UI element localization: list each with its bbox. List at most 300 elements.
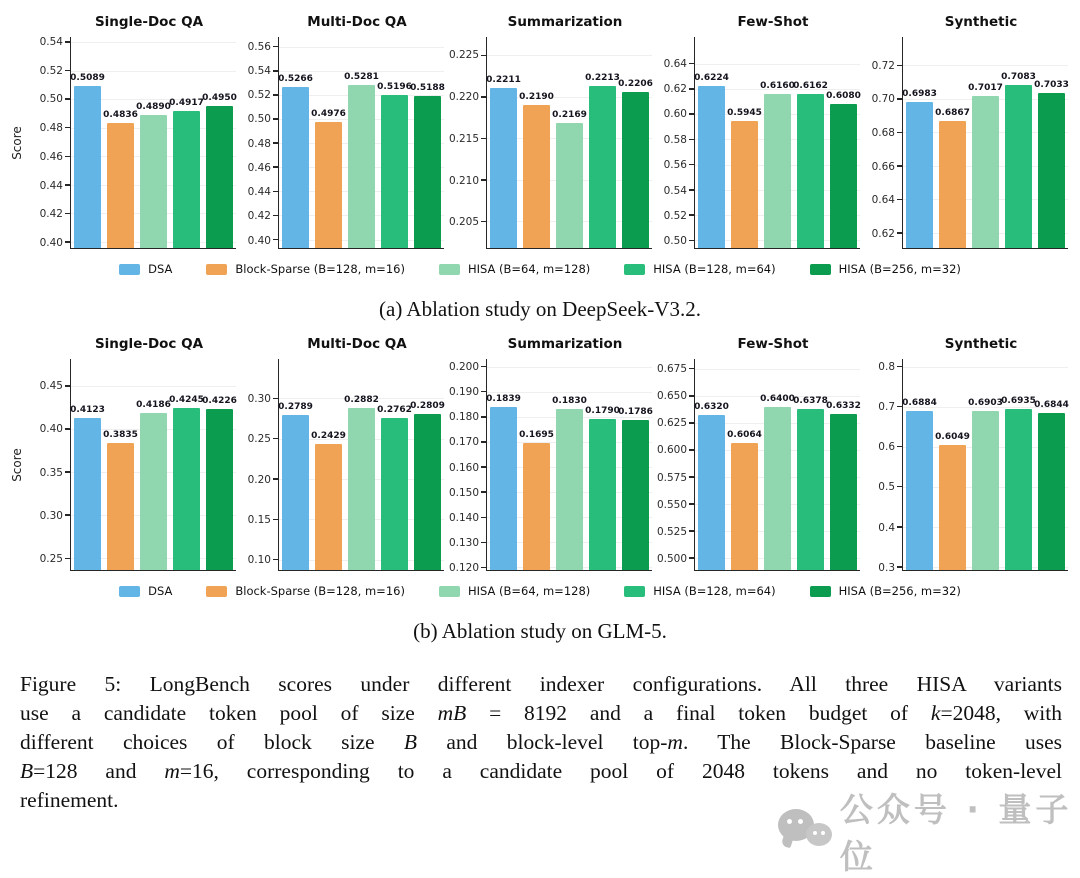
y-tick-label: 0.575 — [656, 471, 687, 484]
y-tick-label: 0.56 — [247, 40, 271, 53]
legend-swatch — [439, 264, 460, 275]
tick-mark — [481, 416, 487, 418]
y-tick-label: 0.130 — [448, 537, 479, 550]
y-tick-label: 0.6 — [878, 441, 895, 454]
y-tick-label: 0.48 — [247, 137, 271, 150]
plot-area — [278, 359, 444, 571]
bar-value-label: 0.2213 — [585, 73, 620, 84]
legend-entry — [206, 584, 405, 598]
y-axis-ticks — [236, 359, 278, 571]
bar-value-label: 0.4976 — [311, 108, 346, 119]
tick-mark — [481, 466, 487, 468]
y-tick-label: 0.54 — [663, 184, 687, 197]
chart-title: Multi-Doc QA — [307, 336, 407, 352]
caption-text: Figure 5: LongBench scores under different indexer configurations. All three HISA variants — [20, 672, 1062, 696]
bar-chart — [236, 14, 444, 249]
y-tick-label: 0.225 — [448, 49, 479, 62]
legend-swatch — [119, 264, 140, 275]
y-tick-label: 0.170 — [448, 436, 479, 449]
bar-chart — [860, 14, 1068, 249]
tick-mark — [689, 139, 695, 141]
tick-mark — [273, 398, 279, 400]
tick-mark — [65, 385, 71, 387]
bar-value-label: 0.1786 — [618, 407, 653, 418]
legend-swatch — [810, 586, 831, 597]
y-tick-label: 0.40 — [247, 234, 271, 247]
bar-chart — [652, 14, 860, 249]
bar-dsa — [906, 102, 932, 248]
bar-hisa-b-256-m-32 — [414, 414, 440, 570]
legend-label: DSA — [148, 584, 173, 598]
bar-value-label: 0.4245 — [169, 394, 204, 405]
tick-mark — [273, 215, 279, 217]
bar-value-label: 0.4123 — [70, 405, 105, 416]
chart-title: Few-Shot — [737, 336, 809, 352]
y-tick-label: 0.7 — [878, 400, 895, 413]
legend-entry — [624, 262, 775, 276]
bar-block-sparse-b-128-m-16 — [731, 443, 757, 570]
tick-mark — [65, 471, 71, 473]
legend-label: DSA — [148, 262, 173, 276]
bar-value-label: 0.4950 — [202, 93, 237, 104]
y-tick-label: 0.68 — [871, 126, 895, 139]
tick-mark — [65, 213, 71, 215]
bar-value-label: 0.2211 — [486, 74, 521, 85]
bar-dsa — [698, 86, 724, 248]
y-tick-label: 0.44 — [39, 179, 63, 192]
bar-dsa — [282, 415, 308, 570]
y-tick-label: 0.8 — [878, 360, 895, 373]
y-tick-label: 0.600 — [656, 444, 687, 457]
y-tick-label: 0.50 — [39, 93, 63, 106]
bar-value-label: 0.2809 — [410, 400, 445, 411]
bar-value-label: 0.1695 — [519, 430, 554, 441]
chart-title: Synthetic — [944, 336, 1018, 352]
plot-area — [486, 37, 652, 249]
bar-hisa-b-128-m-64 — [589, 419, 615, 570]
bar-hisa-b-256-m-32 — [830, 104, 856, 248]
bar-hisa-b-64-m-128 — [972, 96, 998, 248]
bar-dsa — [698, 415, 724, 570]
bar-value-label: 0.7083 — [1001, 72, 1036, 83]
y-tick-label: 0.40 — [39, 423, 63, 436]
plot-area — [70, 37, 236, 249]
bar-chart — [860, 336, 1069, 574]
bar-hisa-b-128-m-64 — [1005, 409, 1031, 570]
bar-value-label: 0.1839 — [486, 393, 521, 404]
subcaption-b: (b) Ablation study on GLM-5. — [413, 619, 667, 643]
bar-value-label: 0.5281 — [344, 72, 379, 83]
bar-value-label: 0.6080 — [826, 90, 861, 101]
tick-mark — [689, 395, 695, 397]
bar-dsa — [282, 87, 308, 248]
bar-hisa-b-128-m-64 — [589, 86, 615, 248]
gridline — [903, 367, 1068, 368]
legend-swatch — [624, 586, 645, 597]
gridline — [903, 65, 1068, 66]
bar-hisa-b-64-m-128 — [972, 411, 998, 570]
bar-value-label: 0.4226 — [202, 396, 237, 407]
y-tick-label: 0.120 — [448, 562, 479, 575]
y-tick-label: 0.10 — [247, 554, 271, 567]
bar-block-sparse-b-128-m-16 — [523, 105, 549, 248]
bar-value-label: 0.4186 — [136, 399, 171, 410]
gridline — [279, 47, 444, 48]
bar-value-label: 0.5196 — [377, 82, 412, 93]
bar-value-label: 0.6867 — [935, 108, 970, 119]
bar-value-label: 0.5188 — [410, 83, 445, 94]
bar-value-label: 0.6162 — [793, 80, 828, 91]
gridline — [487, 392, 652, 393]
tick-mark — [689, 189, 695, 191]
bar-hisa-b-128-m-64 — [173, 408, 199, 570]
y-tick-label: 0.30 — [247, 392, 271, 405]
bar-chart — [444, 14, 652, 249]
chart-title: Summarization — [507, 14, 623, 30]
bar-dsa — [74, 418, 100, 570]
legend-swatch — [624, 264, 645, 275]
bar-value-label: 0.2169 — [552, 109, 587, 120]
legend-label: HISA (B=64, m=128) — [467, 262, 591, 276]
bar-value-label: 0.6160 — [760, 80, 795, 91]
bar-block-sparse-b-128-m-16 — [315, 122, 341, 248]
y-tick-label: 0.20 — [247, 473, 271, 486]
legend-swatch — [206, 264, 227, 275]
gridline — [71, 71, 236, 72]
bar-hisa-b-64-m-128 — [764, 94, 790, 248]
tick-mark — [689, 63, 695, 65]
gridline — [71, 42, 236, 43]
bar-value-label: 0.6935 — [1001, 396, 1036, 407]
bar-chart — [652, 336, 860, 571]
y-tick-label: 0.52 — [663, 209, 687, 222]
bar-value-label: 0.6400 — [760, 393, 795, 404]
bar-value-label: 0.2762 — [377, 404, 412, 415]
bar-value-label: 0.6064 — [727, 429, 762, 440]
y-tick-label: 0.56 — [663, 159, 687, 172]
tick-mark — [273, 118, 279, 120]
caption-text: refinement. — [20, 788, 119, 812]
y-tick-label: 0.72 — [871, 59, 895, 72]
gridline — [695, 64, 860, 65]
tick-mark — [481, 517, 487, 519]
plot-area — [902, 359, 1068, 571]
subcaption-a: (a) Ablation study on DeepSeek-V3.2. — [379, 297, 701, 321]
math-variable: k — [930, 701, 941, 725]
gridline — [487, 367, 652, 368]
tick-mark — [273, 239, 279, 241]
y-tick-label: 0.625 — [656, 417, 687, 430]
y-tick-label: 0.50 — [663, 235, 687, 248]
y-axis-ticks — [444, 37, 486, 249]
bar-value-label: 0.6844 — [1034, 399, 1069, 410]
bar-hisa-b-256-m-32 — [206, 409, 232, 570]
y-tick-label: 0.66 — [871, 160, 895, 173]
tick-mark — [273, 46, 279, 48]
y-tick-label: 0.550 — [656, 498, 687, 511]
tick-mark — [273, 478, 279, 480]
tick-mark — [481, 138, 487, 140]
y-axis-ticks — [860, 359, 902, 574]
watermark — [778, 784, 1080, 878]
tick-mark — [273, 191, 279, 193]
math-variable: m — [164, 759, 180, 783]
y-axis-ticks — [652, 359, 694, 571]
bar-chart — [12, 336, 236, 571]
bar-hisa-b-128-m-64 — [1005, 85, 1031, 248]
charts-row-glm — [0, 336, 1080, 575]
caption-text: different choices of block size — [20, 730, 404, 754]
bar-hisa-b-256-m-32 — [830, 414, 856, 570]
bar-hisa-b-64-m-128 — [764, 407, 790, 570]
charts-row-deepseek — [0, 14, 1080, 249]
y-tick-label: 0.62 — [871, 227, 895, 240]
chart-title: Few-Shot — [737, 14, 809, 30]
y-axis-ticks — [236, 37, 278, 249]
tick-mark — [273, 166, 279, 168]
legend-swatch — [439, 586, 460, 597]
y-axis-label — [12, 359, 28, 571]
bar-hisa-b-256-m-32 — [622, 420, 648, 570]
legend-label: HISA (B=256, m=32) — [838, 584, 961, 598]
tick-mark — [273, 519, 279, 521]
y-tick-label: 0.52 — [247, 89, 271, 102]
y-tick-label: 0.210 — [448, 174, 479, 187]
plot-area — [486, 359, 652, 571]
tick-mark — [273, 94, 279, 96]
bar-value-label: 0.6332 — [826, 400, 861, 411]
y-axis-ticks — [28, 37, 70, 249]
chart-title: Single-Doc QA — [94, 336, 204, 352]
bar-value-label: 0.4836 — [103, 109, 138, 120]
y-axis-label-text: Score — [10, 448, 24, 482]
bar-dsa — [490, 407, 516, 570]
y-axis-ticks — [860, 37, 902, 249]
tick-mark — [481, 542, 487, 544]
bar-hisa-b-64-m-128 — [140, 115, 166, 248]
legend-label: HISA (B=128, m=64) — [653, 584, 776, 598]
y-tick-label: 0.64 — [663, 57, 687, 70]
caption-text: =128 and — [33, 759, 165, 783]
math-variable: m — [667, 730, 683, 754]
bar-block-sparse-b-128-m-16 — [315, 444, 341, 570]
caption-text: . The Block-Sparse baseline uses — [682, 730, 1062, 754]
tick-mark — [481, 179, 487, 181]
chart-body — [860, 37, 1068, 249]
legend-row-glm — [0, 584, 1080, 598]
bar-value-label: 0.6903 — [968, 397, 1003, 408]
bar-hisa-b-128-m-64 — [381, 418, 407, 570]
tick-mark — [897, 199, 903, 201]
chart-body — [652, 359, 860, 571]
bar-block-sparse-b-128-m-16 — [939, 445, 965, 570]
y-tick-label: 0.62 — [663, 83, 687, 96]
bar-hisa-b-128-m-64 — [381, 95, 407, 248]
y-tick-label: 0.15 — [247, 514, 271, 527]
y-tick-label: 0.140 — [448, 512, 479, 524]
chart-title: Summarization — [507, 336, 623, 352]
tick-mark — [689, 88, 695, 90]
legend-label: HISA (B=128, m=64) — [653, 262, 776, 276]
y-axis-label-text: Score — [10, 126, 24, 160]
caption-text: and block-level top- — [417, 730, 668, 754]
gridline — [487, 55, 652, 56]
bar-block-sparse-b-128-m-16 — [107, 443, 133, 570]
legend-label: HISA (B=64, m=128) — [467, 584, 591, 598]
tick-mark — [897, 232, 903, 234]
tick-mark — [481, 441, 487, 443]
y-tick-label: 0.200 — [448, 360, 479, 373]
y-tick-label: 0.42 — [39, 208, 63, 221]
y-tick-label: 0.3 — [878, 561, 895, 574]
math-variable: B — [20, 759, 34, 783]
y-tick-label: 0.70 — [871, 93, 895, 106]
gridline — [71, 386, 236, 387]
y-tick-label: 0.46 — [39, 150, 63, 163]
tick-mark — [481, 491, 487, 493]
tick-mark — [897, 486, 903, 488]
bar-value-label: 0.7017 — [968, 83, 1003, 94]
chart-title: Synthetic — [944, 14, 1018, 30]
tick-mark — [689, 214, 695, 216]
chart-body — [12, 359, 236, 571]
bar-value-label: 0.1830 — [552, 396, 587, 407]
legend-entry — [624, 584, 775, 598]
tick-mark — [273, 559, 279, 561]
tick-mark — [897, 165, 903, 167]
y-tick-label: 0.40 — [39, 236, 63, 249]
bar-hisa-b-128-m-64 — [797, 409, 823, 570]
bar-dsa — [906, 411, 932, 570]
bar-value-label: 0.4917 — [169, 98, 204, 108]
legend-label: Block-Sparse (B=128, m=16) — [235, 584, 405, 598]
chart-body — [12, 37, 236, 249]
figure-caption-line — [20, 757, 1062, 786]
tick-mark — [65, 41, 71, 43]
tick-mark — [65, 514, 71, 516]
bar-value-label: 0.1790 — [585, 406, 620, 417]
chart-body — [860, 359, 1069, 574]
bar-dsa — [74, 86, 100, 248]
legend-entry — [810, 584, 961, 598]
tick-mark — [689, 476, 695, 478]
tick-mark — [481, 55, 487, 57]
caption-text: use a candidate token pool of size — [20, 701, 438, 725]
bar-block-sparse-b-128-m-16 — [523, 443, 549, 570]
watermark-text: 公众号 · 量子位 — [839, 790, 1073, 876]
y-tick-label: 0.52 — [39, 64, 63, 77]
y-tick-label: 0.60 — [663, 108, 687, 121]
y-tick-label: 0.160 — [448, 461, 479, 474]
gridline — [695, 369, 860, 370]
y-tick-label: 0.48 — [39, 122, 63, 135]
caption-text: =2048, with — [940, 701, 1062, 725]
bar-value-label: 0.6983 — [902, 88, 937, 99]
legend-swatch — [810, 264, 831, 275]
tick-mark — [481, 221, 487, 223]
y-tick-label: 0.50 — [247, 113, 271, 126]
tick-mark — [689, 113, 695, 115]
bar-value-label: 0.5089 — [70, 73, 105, 84]
y-tick-label: 0.64 — [871, 194, 895, 207]
legend-entry — [439, 584, 590, 598]
page — [0, 14, 1080, 876]
y-axis-ticks — [28, 359, 70, 571]
plot-area — [694, 37, 860, 249]
y-tick-label: 0.205 — [448, 216, 479, 229]
tick-mark — [689, 368, 695, 370]
bar-value-label: 0.2206 — [618, 78, 653, 89]
chart-body — [236, 37, 444, 249]
chart-body — [652, 37, 860, 249]
tick-mark — [897, 366, 903, 368]
bar-chart — [12, 14, 236, 249]
bar-block-sparse-b-128-m-16 — [731, 121, 757, 248]
bar-hisa-b-64-m-128 — [556, 409, 582, 570]
y-tick-label: 0.54 — [247, 64, 271, 77]
tick-mark — [65, 98, 71, 100]
bar-hisa-b-128-m-64 — [797, 94, 823, 248]
legend-entry — [119, 584, 172, 598]
tick-mark — [65, 428, 71, 430]
bar-value-label: 0.4890 — [136, 101, 171, 112]
bar-hisa-b-64-m-128 — [348, 85, 374, 248]
tick-mark — [897, 65, 903, 67]
y-tick-label: 0.35 — [39, 466, 63, 479]
tick-mark — [689, 557, 695, 559]
tick-mark — [689, 530, 695, 532]
y-tick-label: 0.30 — [39, 509, 63, 522]
plot-area — [278, 37, 444, 249]
y-tick-label: 0.46 — [247, 161, 271, 174]
tick-mark — [689, 240, 695, 242]
bar-hisa-b-256-m-32 — [414, 96, 440, 248]
y-tick-label: 0.5 — [878, 481, 895, 494]
tick-mark — [689, 503, 695, 505]
bar-block-sparse-b-128-m-16 — [939, 121, 965, 248]
y-tick-label: 0.45 — [39, 379, 63, 392]
math-variable: mB — [437, 701, 467, 725]
y-tick-label: 0.25 — [39, 553, 63, 566]
bar-value-label: 0.2789 — [278, 402, 313, 413]
y-tick-label: 0.650 — [656, 389, 687, 402]
bar-chart — [236, 336, 444, 571]
tick-mark — [273, 438, 279, 440]
figure-caption-line — [20, 699, 1062, 728]
y-axis-ticks — [652, 37, 694, 249]
y-tick-label: 0.675 — [656, 362, 687, 375]
y-tick-label: 0.4 — [878, 521, 895, 534]
tick-mark — [481, 96, 487, 98]
caption-text: = 8192 and a final token budget of — [466, 701, 931, 725]
tick-mark — [689, 164, 695, 166]
tick-mark — [897, 526, 903, 528]
bar-block-sparse-b-128-m-16 — [107, 123, 133, 248]
bar-value-label: 0.7033 — [1034, 80, 1069, 91]
y-tick-label: 0.42 — [247, 210, 271, 223]
legend-entry — [439, 262, 590, 276]
tick-mark — [897, 566, 903, 568]
bar-value-label: 0.6378 — [793, 396, 828, 406]
chart-body — [236, 359, 444, 571]
legend-label: Block-Sparse (B=128, m=16) — [235, 262, 405, 276]
plot-area — [70, 359, 236, 571]
chart-title: Multi-Doc QA — [307, 14, 407, 30]
bar-value-label: 0.6224 — [694, 72, 729, 83]
bar-value-label: 0.6320 — [694, 402, 729, 413]
bar-value-label: 0.3835 — [103, 430, 138, 441]
tick-mark — [65, 127, 71, 129]
